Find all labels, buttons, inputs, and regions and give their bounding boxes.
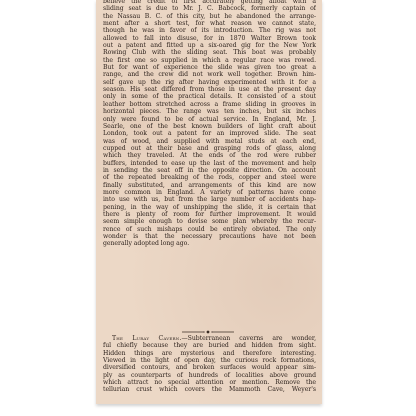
heading-continuation: —Subterranean caverns are wonder, — [181, 335, 316, 342]
text-line: generally adopted long ago. — [103, 240, 190, 248]
text-line: ful chiefly because they are buried and hidden from sight. — [103, 342, 316, 350]
text-line: seem simple enough to devise some plan whereby the recur- — [103, 218, 316, 226]
text-line: finally substituted, and arrangements of this kind are now — [103, 181, 316, 189]
newspaper-clipping — [96, 0, 322, 404]
text-line: range, and the crew did not work well together. Brown him- — [103, 71, 316, 79]
text-line: ment after a short test, for what reason we cannot state, — [103, 20, 316, 28]
text-line: though he was in favor of its introduction. The rig was not — [103, 27, 316, 35]
text-line: allowed to fall into disuse, for in 1870 Walter Brown took — [103, 34, 316, 42]
text-line: only in some of the practical details. It consisted of a stout — [103, 93, 316, 101]
text-line: there is plenty of room for further improvement. It would — [103, 210, 316, 218]
text-line: the first one so supplied in which a regular race was rowed. — [103, 56, 316, 64]
text-line: tellurian crust which covers the Mammoth Cave, Weyer's — [103, 386, 316, 394]
text-line: leather bottom stretched across a frame sliding in grooves in — [103, 100, 316, 108]
article-paragraph-sliding-seat — [103, 0, 316, 248]
text-line: sliding seat is due to Mr. J. C. Babcock, formerly captain of — [103, 5, 316, 13]
text-line: Hidden things are mysterious and therefore interesting. — [103, 349, 316, 357]
text-line: out a patent and fitted up a six-oared gig for the New York — [103, 42, 316, 50]
article-paragraph-luray-cavern — [103, 335, 316, 394]
text-line: cupped out at their base and grasping rods of glass, along — [103, 144, 316, 152]
text-line: which they traveled. At the ends of the rod were rubber — [103, 152, 316, 160]
text-line: Searle, one of the best known builders of light craft about — [103, 122, 316, 130]
text-line: believe the credit of first accurately getting afloat with a — [103, 0, 316, 5]
text-line: Viewed in the light of open day, the curious rock formations, — [103, 357, 316, 365]
paragraph-first-line — [103, 335, 316, 342]
text-line: of the repeated breaking of the rods, copper and steel were — [103, 174, 316, 182]
text-line: Rowing Club with the sliding seat. This boat was probably — [103, 49, 316, 57]
text-line: ply as counterparts of hundreds of localities above ground — [103, 371, 316, 379]
text-line: only were found to be of actual service. In England, Mr. J. — [103, 115, 316, 123]
text-line: was of wood, and supplied with metal studs at each end, — [103, 137, 316, 145]
text-line: London, took out a patent for an improved slide. The seat — [103, 130, 316, 138]
text-line: self gave up the rig after having experimented with it for a — [103, 78, 316, 86]
text-line: pening, in the way of unshipping the slide, it is certain that — [103, 203, 316, 211]
section-heading: The Luray Cavern. — [112, 335, 182, 342]
text-line: rence of such mishaps could be entirely obviated. The only — [103, 225, 316, 233]
text-line: which attract no special attention or mention. Remove the — [103, 379, 316, 387]
text-line: wonder is that the necessary precautions have not been — [103, 233, 316, 240]
text-line: more common in England. A variety of patterns have come — [103, 188, 316, 196]
text-line: horizontal pieces. The range was ten inches, but six inches — [103, 108, 316, 116]
text-line: in sending the seat off in the opposite direction. On account — [103, 166, 316, 174]
text-line: But for want of experience the slide was given too great a — [103, 64, 316, 72]
text-line: buffers, intended to ease up the last of the movement and help — [103, 159, 316, 167]
text-line: into use with us, but from the large number of accidents hap- — [103, 196, 316, 204]
text-line: diversified contours, and broken surfaces would appear sim- — [103, 364, 316, 372]
text-line: the Nassau B. C. of this city, but he abandoned the arrange- — [103, 12, 316, 20]
text-line: season. His seat differed from those in use at the present day — [103, 86, 316, 94]
